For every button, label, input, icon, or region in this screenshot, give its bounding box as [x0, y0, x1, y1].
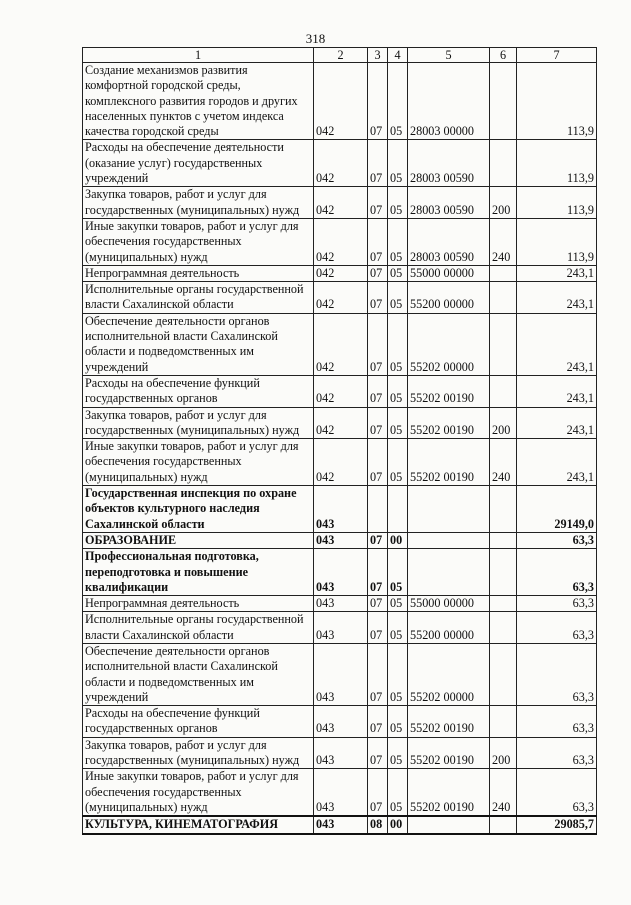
table-row [83, 265, 597, 281]
row-ved-cell: 043 [314, 706, 368, 738]
row-vr-cell [490, 549, 517, 596]
row-sum-cell: 63,3 [517, 769, 597, 816]
row-ved-cell: 042 [314, 282, 368, 314]
row-sum-cell: 243,1 [517, 265, 597, 281]
row-sum-cell: 113,9 [517, 187, 597, 219]
row-vr-cell: 240 [490, 769, 517, 816]
row-vr-cell [490, 612, 517, 644]
row-csr-cell [408, 532, 490, 548]
row-pr-cell: 05 [388, 596, 408, 612]
row-name-cell: Расходы на обеспечение деятельности (оказание услуг) государственных учреждений [83, 140, 314, 187]
row-vr-cell [490, 140, 517, 187]
row-ved-cell: 043 [314, 737, 368, 769]
row-vr-cell [490, 643, 517, 705]
row-sum-cell: 29085,7 [517, 816, 597, 833]
row-sum-cell: 243,1 [517, 407, 597, 439]
row-csr-cell [408, 816, 490, 833]
row-csr-cell: 55202 00000 [408, 643, 490, 705]
row-vr-cell: 240 [490, 439, 517, 486]
row-pr-cell: 05 [388, 265, 408, 281]
header-cell: 4 [388, 48, 408, 63]
row-rz-cell: 07 [368, 532, 388, 548]
row-pr-cell: 05 [388, 439, 408, 486]
row-rz-cell: 07 [368, 265, 388, 281]
row-name-cell: Расходы на обеспечение функций государственных органов [83, 375, 314, 407]
row-pr-cell: 05 [388, 63, 408, 140]
row-rz-cell [368, 486, 388, 533]
row-ved-cell: 042 [314, 439, 368, 486]
row-ved-cell: 043 [314, 532, 368, 548]
header-cell: 1 [83, 48, 314, 63]
row-pr-cell: 05 [388, 769, 408, 816]
row-csr-cell [408, 486, 490, 533]
table-row [83, 282, 597, 314]
table-header-row [83, 48, 597, 63]
row-vr-cell [490, 63, 517, 140]
row-sum-cell: 113,9 [517, 218, 597, 265]
row-ved-cell: 043 [314, 596, 368, 612]
row-rz-cell: 07 [368, 407, 388, 439]
table-row [83, 375, 597, 407]
row-ved-cell: 042 [314, 407, 368, 439]
row-sum-cell: 63,3 [517, 612, 597, 644]
header-cell: 6 [490, 48, 517, 63]
row-rz-cell: 07 [368, 218, 388, 265]
row-name-cell: Профессиональная подготовка, переподготовка и повышение квалификации [83, 549, 314, 596]
row-vr-cell [490, 706, 517, 738]
row-vr-cell: 200 [490, 737, 517, 769]
row-csr-cell: 55202 00190 [408, 706, 490, 738]
row-rz-cell: 07 [368, 187, 388, 219]
table-row [83, 407, 597, 439]
row-csr-cell: 28003 00590 [408, 140, 490, 187]
row-sum-cell: 63,3 [517, 549, 597, 596]
table-row [83, 63, 597, 140]
row-rz-cell: 07 [368, 612, 388, 644]
row-rz-cell: 07 [368, 63, 388, 140]
row-vr-cell [490, 375, 517, 407]
table-row [83, 313, 597, 375]
budget-table [82, 47, 597, 835]
row-pr-cell: 05 [388, 706, 408, 738]
row-csr-cell: 55202 00190 [408, 375, 490, 407]
table-row [83, 769, 597, 816]
row-name-cell: Исполнительные органы государственной власти Сахалинской области [83, 282, 314, 314]
row-pr-cell: 05 [388, 407, 408, 439]
row-rz-cell: 07 [368, 439, 388, 486]
row-sum-cell: 63,3 [517, 643, 597, 705]
table-row [83, 816, 597, 833]
row-ved-cell: 043 [314, 486, 368, 533]
row-rz-cell: 07 [368, 375, 388, 407]
row-csr-cell: 28003 00590 [408, 187, 490, 219]
row-ved-cell: 042 [314, 140, 368, 187]
row-rz-cell: 07 [368, 313, 388, 375]
row-ved-cell: 042 [314, 375, 368, 407]
row-name-cell: Исполнительные органы государственной власти Сахалинской области [83, 612, 314, 644]
row-sum-cell: 243,1 [517, 375, 597, 407]
row-csr-cell: 55202 00190 [408, 737, 490, 769]
row-sum-cell: 63,3 [517, 737, 597, 769]
row-csr-cell: 55200 00000 [408, 612, 490, 644]
table-row [83, 218, 597, 265]
row-sum-cell: 243,1 [517, 282, 597, 314]
row-rz-cell: 07 [368, 596, 388, 612]
row-pr-cell [388, 486, 408, 533]
table-row [83, 643, 597, 705]
row-name-cell: Расходы на обеспечение функций государственных органов [83, 706, 314, 738]
row-pr-cell: 05 [388, 218, 408, 265]
page-number: 318 [305, 31, 326, 46]
row-csr-cell: 55200 00000 [408, 282, 490, 314]
row-vr-cell [490, 265, 517, 281]
row-csr-cell: 55202 00190 [408, 769, 490, 816]
row-rz-cell: 07 [368, 769, 388, 816]
row-name-cell: Обеспечение деятельности органов исполнительной власти Сахалинской области и подведомственных им учреждений [83, 643, 314, 705]
row-pr-cell: 00 [388, 532, 408, 548]
row-sum-cell: 63,3 [517, 532, 597, 548]
row-csr-cell: 55202 00190 [408, 407, 490, 439]
row-ved-cell: 043 [314, 769, 368, 816]
table-row [83, 612, 597, 644]
table-row [83, 187, 597, 219]
row-rz-cell: 07 [368, 643, 388, 705]
row-vr-cell [490, 596, 517, 612]
row-name-cell: Создание механизмов развития комфортной городской среды, комплексного развития городов и других населенных пунктов с учетом индекса качества городской среды [83, 63, 314, 140]
row-ved-cell: 042 [314, 63, 368, 140]
row-name-cell: Государственная инспекция по охране объектов культурного наследия Сахалинской области [83, 486, 314, 533]
row-pr-cell: 05 [388, 375, 408, 407]
row-csr-cell [408, 549, 490, 596]
row-pr-cell: 05 [388, 737, 408, 769]
row-rz-cell: 07 [368, 282, 388, 314]
table-row [83, 596, 597, 612]
row-pr-cell: 05 [388, 282, 408, 314]
table-row [83, 140, 597, 187]
row-name-cell: Закупка товаров, работ и услуг для государственных (муниципальных) нужд [83, 737, 314, 769]
table-row [83, 486, 597, 533]
row-ved-cell: 042 [314, 265, 368, 281]
header-cell: 2 [314, 48, 368, 63]
row-rz-cell: 07 [368, 549, 388, 596]
row-csr-cell: 55202 00000 [408, 313, 490, 375]
row-pr-cell: 00 [388, 816, 408, 833]
row-pr-cell: 05 [388, 612, 408, 644]
header-cell: 5 [408, 48, 490, 63]
row-ved-cell: 043 [314, 549, 368, 596]
row-pr-cell: 05 [388, 187, 408, 219]
row-name-cell: Обеспечение деятельности органов исполнительной власти Сахалинской области и подведомственных им учреждений [83, 313, 314, 375]
row-name-cell: Непрограммная деятельность [83, 596, 314, 612]
row-ved-cell: 042 [314, 187, 368, 219]
row-pr-cell: 05 [388, 643, 408, 705]
row-sum-cell: 63,3 [517, 706, 597, 738]
table-row [83, 549, 597, 596]
row-vr-cell [490, 282, 517, 314]
row-sum-cell: 113,9 [517, 63, 597, 140]
row-rz-cell: 08 [368, 816, 388, 833]
row-sum-cell: 29149,0 [517, 486, 597, 533]
row-ved-cell: 043 [314, 643, 368, 705]
row-name-cell: Иные закупки товаров, работ и услуг для обеспечения государственных (муниципальных) нужд [83, 218, 314, 265]
row-ved-cell: 042 [314, 313, 368, 375]
row-name-cell: Иные закупки товаров, работ и услуг для обеспечения государственных (муниципальных) нужд [83, 439, 314, 486]
row-vr-cell: 240 [490, 218, 517, 265]
row-rz-cell: 07 [368, 140, 388, 187]
row-csr-cell: 28003 00000 [408, 63, 490, 140]
row-name-cell: Закупка товаров, работ и услуг для государственных (муниципальных) нужд [83, 187, 314, 219]
row-csr-cell: 55000 00000 [408, 596, 490, 612]
row-name-cell: КУЛЬТУРА, КИНЕМАТОГРАФИЯ [83, 816, 314, 833]
row-vr-cell: 200 [490, 407, 517, 439]
row-sum-cell: 113,9 [517, 140, 597, 187]
row-csr-cell: 55202 00190 [408, 439, 490, 486]
header-cell: 7 [517, 48, 597, 63]
table-row [83, 706, 597, 738]
row-vr-cell [490, 486, 517, 533]
row-name-cell: Иные закупки товаров, работ и услуг для обеспечения государственных (муниципальных) нужд [83, 769, 314, 816]
row-pr-cell: 05 [388, 140, 408, 187]
row-vr-cell [490, 532, 517, 548]
row-pr-cell: 05 [388, 313, 408, 375]
row-ved-cell: 042 [314, 218, 368, 265]
table-row [83, 532, 597, 548]
row-sum-cell: 243,1 [517, 439, 597, 486]
row-csr-cell: 28003 00590 [408, 218, 490, 265]
row-vr-cell [490, 313, 517, 375]
row-sum-cell: 63,3 [517, 596, 597, 612]
row-name-cell: Закупка товаров, работ и услуг для государственных (муниципальных) нужд [83, 407, 314, 439]
row-csr-cell: 55000 00000 [408, 265, 490, 281]
row-ved-cell: 043 [314, 816, 368, 833]
table-row [83, 439, 597, 486]
row-vr-cell: 200 [490, 187, 517, 219]
row-rz-cell: 07 [368, 706, 388, 738]
row-vr-cell [490, 816, 517, 833]
row-rz-cell: 07 [368, 737, 388, 769]
row-name-cell: Непрограммная деятельность [83, 265, 314, 281]
table-row [83, 737, 597, 769]
row-ved-cell: 043 [314, 612, 368, 644]
row-name-cell: ОБРАЗОВАНИЕ [83, 532, 314, 548]
row-sum-cell: 243,1 [517, 313, 597, 375]
row-pr-cell: 05 [388, 549, 408, 596]
header-cell: 3 [368, 48, 388, 63]
